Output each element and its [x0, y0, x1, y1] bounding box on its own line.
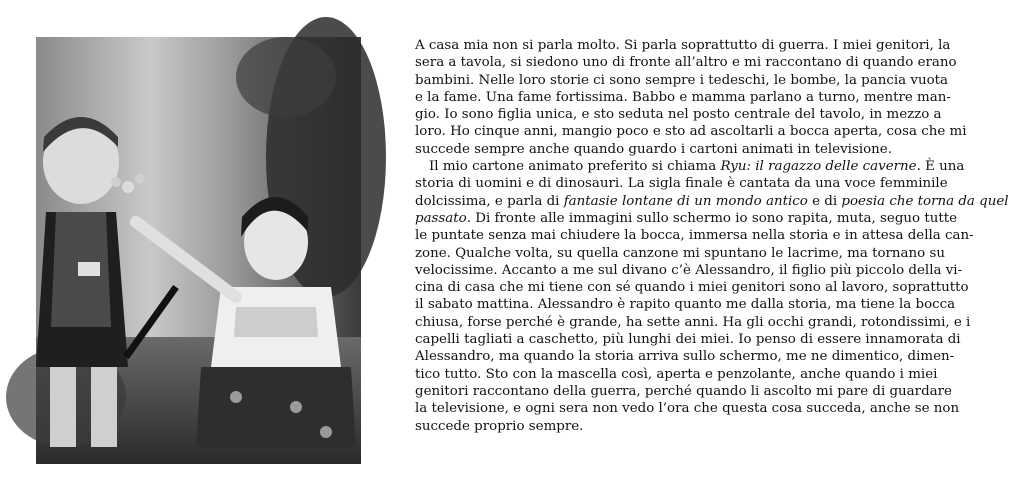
text-line: cina di casa che mi tiene con sé quando i miei genitori sono al lavoro, soprattutto [415, 280, 969, 296]
text-line: bambini. Nelle loro storie ci sono sempre i tedeschi, le bombe, la pancia vuota [415, 72, 948, 88]
text-line: storia di uomini e di dinosauri. La sigla finale è cantata da una voce femminile [415, 176, 948, 192]
song-lyric: passato [415, 210, 467, 226]
text-line: gio. Io sono figlia unica, e sto seduta nel posto centrale del tavolo, in mezzo a [415, 107, 942, 123]
text-line: le puntate senza mai chiudere la bocca, immersa nella storia e in attesa della can- [415, 228, 974, 244]
text-line: e la fame. Una fame fortissima. Babbo e mamma parlano a turno, mentre man- [415, 89, 951, 105]
text-line: capelli tagliati a caschetto, più lunghi dei miei. Io penso di essere innamorata di [415, 332, 961, 348]
text-line: passato. Di fronte alle immagini sullo schermo io sono rapita, muta, seguo tutte [415, 210, 958, 226]
text-line: succede sempre anche quando guardo i cartoni animati in televisione. [415, 141, 892, 157]
text-line: loro. Ho cinque anni, mangio poco e sto ad ascoltarli a bocca aperta, cosa che mi [415, 124, 967, 140]
show-title: Ryu: il ragazzo delle caverne [720, 159, 917, 175]
text-line: tico tutto. Sto con la mascella così, aperta e penzolante, anche quando i miei [415, 366, 938, 382]
song-lyric: poesia che torna da quel [841, 193, 1009, 209]
text-line: Alessandro, ma quando la storia arriva sullo schermo, me ne dimentico, dimen- [415, 349, 955, 365]
photo-children-icon [36, 37, 361, 464]
text-line: il sabato mattina. Alessandro è rapito quanto me dalla storia, ma tiene la bocca [415, 297, 956, 313]
text-line: velocissime. Accanto a me sul divano c’è Alessandro, il figlio più piccolo della vi- [415, 262, 963, 278]
text-line: sera a tavola, si siedono uno di fronte all’altro e mi raccontano di quando erano [415, 55, 957, 71]
text-line: Il mio cartone animato preferito si chiama Ryu: il ragazzo delle caverne. È una [429, 159, 965, 175]
body-text [415, 37, 1009, 435]
text-line: succede proprio sempre. [415, 418, 584, 434]
text-line: A casa mia non si parla molto. Si parla soprattutto di guerra. I miei genitori, la [415, 38, 951, 53]
text-line: la televisione, e ogni sera non vedo l’ora che questa cosa succeda, anche se non [415, 401, 960, 417]
text-line: chiusa, forse perché è grande, ha sette anni. Ha gli occhi grandi, rotondissimi, e i [415, 314, 971, 330]
text-line: zone. Qualche volta, su quella canzone mi spuntano le lacrime, ma tornano su [415, 245, 945, 261]
song-lyric: fantasie lontane di un mondo antico [563, 193, 808, 209]
black-and-white-photo [36, 37, 361, 464]
text-line: genitori raccontano della guerra, perché quando li ascolto mi pare di guardare [415, 383, 952, 399]
text-line: dolcissima, e parla di fantasie lontane di un mondo antico e di poesia che torna da quel [415, 193, 1009, 209]
